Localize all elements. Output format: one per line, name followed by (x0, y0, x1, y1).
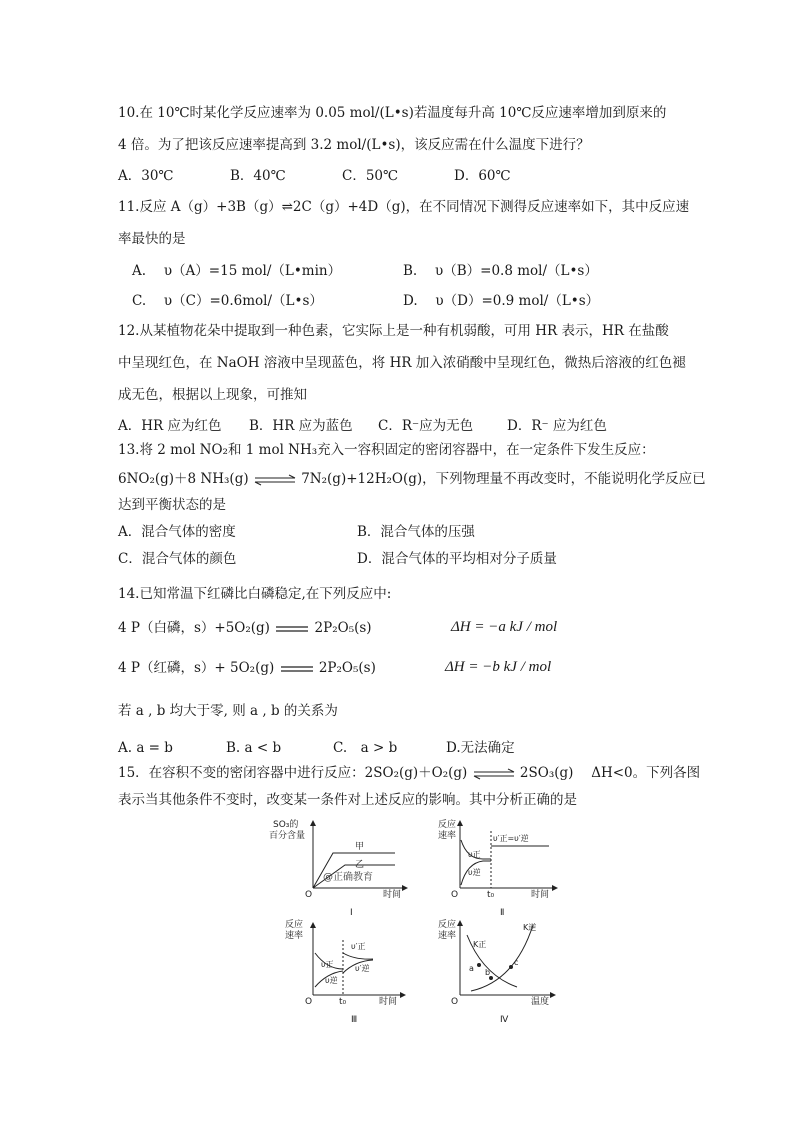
q14-option-a[interactable]: A. a = b (118, 740, 173, 756)
equilibrium-arrow-icon (253, 474, 297, 486)
g1-caption: Ⅰ (350, 908, 353, 918)
equals-arrow-icon (279, 664, 315, 674)
q10-option-c[interactable]: C．50℃ (342, 168, 399, 184)
g2-ylabel2: 速率 (438, 831, 457, 841)
g1-origin: O (305, 890, 313, 900)
g4-label-b: b (485, 968, 491, 977)
g3-xlabel: 时间 (379, 997, 398, 1007)
q15-line1-left: 15．在容积不变的密闭容器中进行反应：2SO₂(g)＋O₂(g) (118, 765, 468, 781)
g3-label-fwd: υ正 (321, 960, 334, 969)
graph-4 (438, 918, 555, 1025)
q12-line1: 12.从某植物花朵中提取到一种色素，它实际上是一种有机弱酸，可用 HR 表示，HR 在盐酸 (118, 323, 669, 339)
q14-line1: 14.已知常温下红磷比白磷稳定,在下列反应中: (118, 586, 392, 602)
q13-option-b[interactable]: B．混合气体的压强 (357, 524, 475, 540)
q10-option-a[interactable]: A．30℃ (118, 168, 174, 184)
q14-r2-left: 4 P（红磷，s）+ 5O₂(g) (118, 660, 275, 676)
q10-option-b[interactable]: B．40℃ (230, 168, 286, 184)
g3-caption: Ⅲ (351, 1015, 358, 1025)
q11-option-a[interactable]: A. υ（A）=15 mol/（L•min） (132, 263, 342, 279)
g4-ylabel1: 反应 (438, 920, 457, 930)
q10-line2: 4 倍。为了把该反应速率提高到 3.2 mol/(L•s)，该反应需在什么温度下进行？ (118, 137, 590, 153)
equilibrium-arrow-icon (472, 768, 516, 780)
q14-option-c[interactable]: C. a > b (333, 740, 398, 756)
equals-arrow-icon (274, 624, 310, 634)
q14-r2-right: 2P₂O₅(s) (318, 660, 376, 676)
q12-option-b[interactable]: B．HR 应为蓝色 (249, 418, 353, 434)
g4-ylabel2: 速率 (438, 931, 457, 941)
g3-ylabel1: 反应 (285, 920, 304, 930)
q15-figures (255, 815, 565, 1030)
q12-line3: 成无色，根据以上现象，可推知 (118, 387, 307, 403)
q10-option-d[interactable]: D．60℃ (454, 168, 511, 184)
q13-option-d[interactable]: D．混合气体的平均相对分子质量 (357, 551, 557, 567)
g4-origin: O (451, 997, 459, 1007)
q15-line1 (118, 764, 700, 782)
g3-t0: t₀ (339, 997, 347, 1007)
q13-line3: 达到平衡状态的是 (118, 497, 226, 513)
g1-watermark: @正确教育 (323, 872, 373, 883)
g3-ylabel2: 速率 (285, 931, 304, 941)
graph-3 (285, 918, 405, 1025)
q12-option-a[interactable]: A．HR 应为红色 (118, 418, 222, 434)
g4-label-c: c (514, 958, 519, 967)
g3-curve-new-fwd (343, 953, 373, 959)
graph-2 (438, 818, 557, 918)
q14-option-d[interactable]: D.无法确定 (446, 740, 515, 756)
g3-label-rev: υ逆 (325, 976, 338, 985)
g2-label-rev: υ逆 (468, 868, 481, 877)
g2-xlabel: 时间 (531, 890, 550, 900)
q11-option-c[interactable]: C. υ（C）=0.6mol/（L•s） (132, 293, 323, 309)
q15-line2: 表示当其他条件不变时，改变某一条件对上述反应的影响。其中分析正确的是 (118, 792, 577, 808)
g1-ylabel2: 百分含量 (269, 831, 306, 841)
g2-label-new: υ′正=υ′逆 (493, 834, 529, 843)
q11-option-b[interactable]: B. υ（B）=0.8 mol/（L•s） (403, 263, 598, 279)
g4-curve-krev (471, 925, 533, 991)
g4-caption: Ⅳ (500, 1015, 509, 1025)
q15-line1-right: 2SO₃(g) ΔH<0。下列各图 (519, 765, 701, 781)
q11-line1: 11.反应 A（g）+3B（g）⇌2C（g）+4D（g)，在不同情况下测得反应速率如下，其中反应速 (118, 199, 690, 215)
g2-origin: O (451, 890, 459, 900)
graph-1 (269, 818, 407, 918)
g3-label-new-rev: υ′逆 (355, 964, 370, 973)
q14-r2-enthalpy: ΔH = −b kJ / mol (445, 659, 552, 675)
q14-r1-enthalpy: ΔH = −a kJ / mol (451, 619, 558, 635)
q14-r1-left: 4 P（白磷，s）+5O₂(g) (118, 620, 270, 636)
q14-r1-right: 2P₂O₅(s) (314, 620, 372, 636)
q13-equation (118, 470, 706, 488)
q12-option-d[interactable]: D．R⁻ 应为红色 (507, 418, 607, 434)
g4-xlabel: 温度 (531, 997, 550, 1007)
q13-option-a[interactable]: A．混合气体的密度 (118, 524, 236, 540)
q11-line2: 率最快的是 (118, 231, 186, 247)
g4-label-krev: K逆 (523, 923, 537, 932)
g4-label-kfwd: K正 (473, 940, 487, 949)
g2-t0: t₀ (487, 890, 495, 900)
q14-condition: 若 a , b 均大于零, 则 a , b 的关系为 (118, 703, 338, 719)
g4-label-a: a (469, 964, 474, 973)
g4-point-c (509, 965, 513, 969)
q13-eq-left: 6NO₂(g)＋8 NH₃(g) (118, 471, 249, 487)
q11-option-d[interactable]: D. υ（D）=0.9 mol/（L•s） (403, 293, 600, 309)
g1-label-jia: 甲 (355, 842, 365, 852)
q10-line1: 10.在 10℃时某化学反应速率为 0.05 mol/(L•s)若温度每升高 10℃反应速率增加到原来的 (118, 105, 667, 121)
q14-option-b[interactable]: B. a < b (226, 740, 282, 756)
g1-xlabel: 时间 (383, 890, 402, 900)
q14-reaction1 (118, 619, 372, 637)
g2-label-fwd: υ正 (468, 850, 481, 859)
g3-origin: O (305, 997, 313, 1007)
q12-option-c[interactable]: C．R⁻应为无色 (378, 418, 474, 434)
q12-line2: 中呈现红色，在 NaOH 溶液中呈现蓝色，将 HR 加入浓硝酸中呈现红色，微热后溶液的红色褪 (118, 355, 686, 371)
q14-reaction2 (118, 659, 376, 677)
g1-ylabel1: SO₃的 (273, 820, 299, 830)
g2-caption: Ⅱ (500, 908, 505, 918)
g2-ylabel1: 反应 (438, 820, 457, 830)
g3-label-new-fwd: υ′正 (351, 942, 366, 951)
g1-label-yi: 乙 (355, 860, 365, 870)
q13-line1: 13.将 2 mol NO₂和 1 mol NH₃充入一容积固定的密闭容器中，在一定条件下发生反应： (118, 442, 655, 458)
q13-option-c[interactable]: C．混合气体的颜色 (118, 551, 237, 567)
q13-eq-right: 7N₂(g)+12H₂O(g)，下列物理量不再改变时，不能说明化学反应已 (301, 471, 706, 487)
g4-point-a (477, 963, 481, 967)
